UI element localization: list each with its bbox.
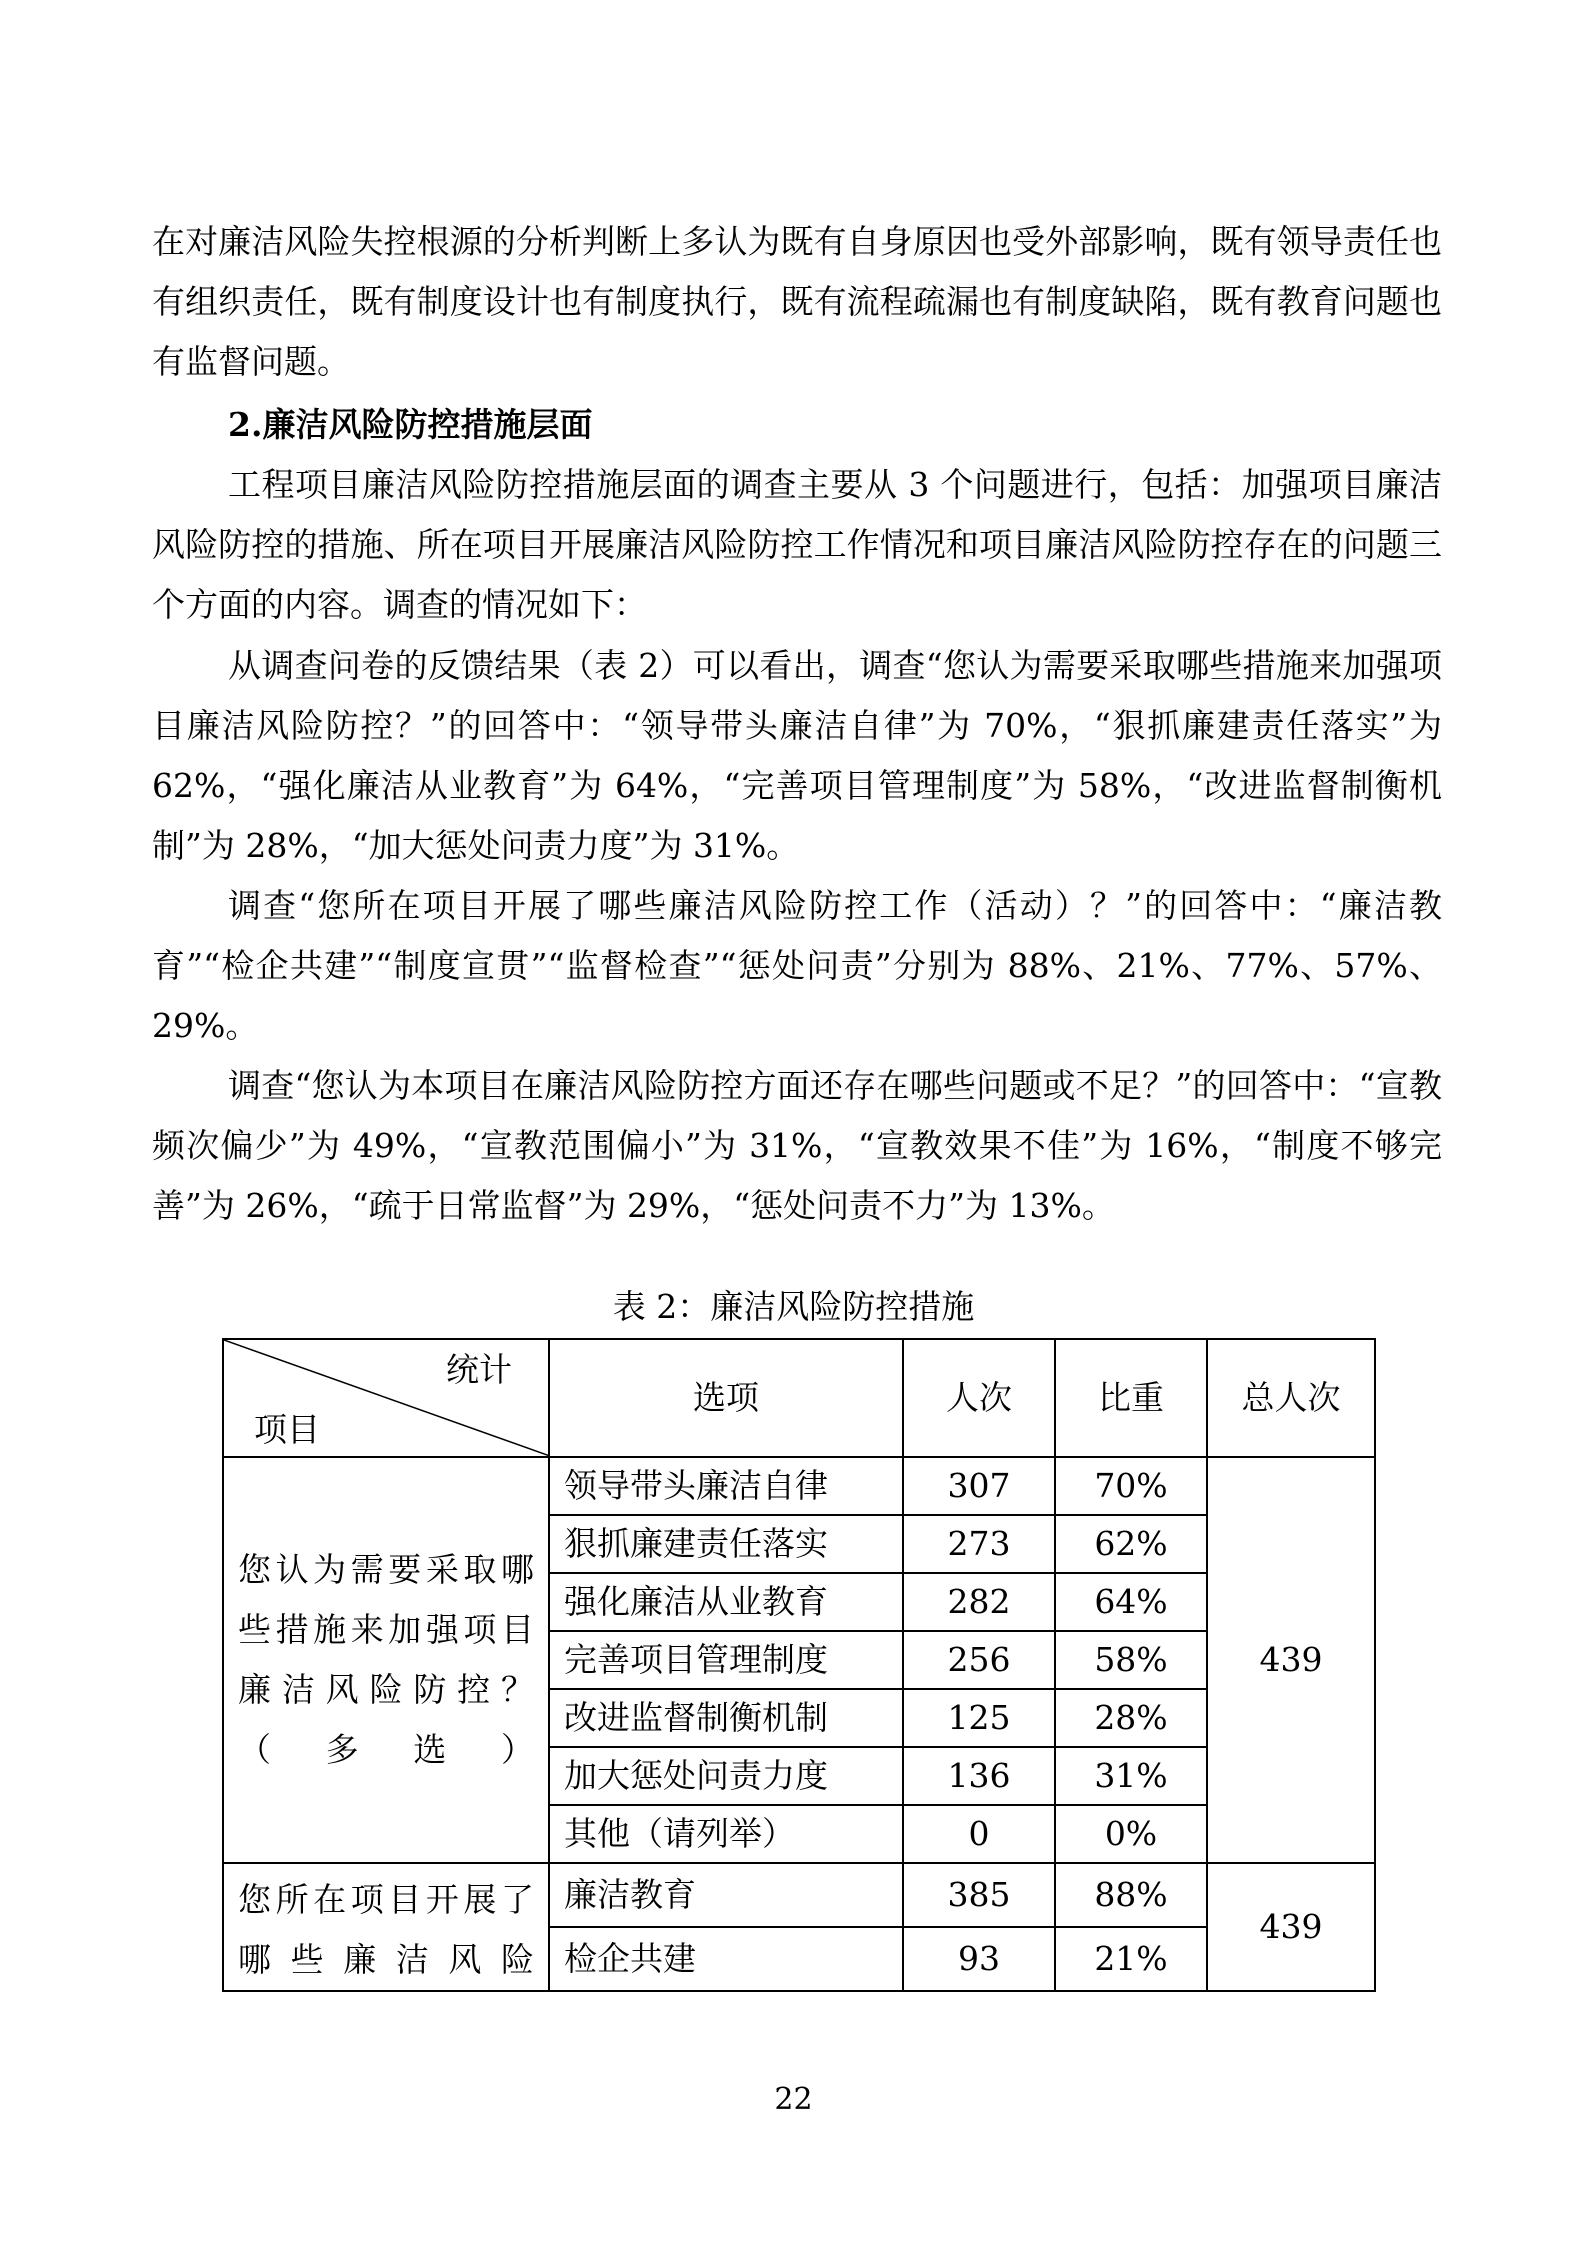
- question-cell: 您所在项目开展了哪些廉洁风险: [223, 1863, 549, 1991]
- ratio-cell: 88%: [1055, 1863, 1207, 1927]
- ratio-cell: 0%: [1055, 1805, 1207, 1863]
- option-cell: 改进监督制衡机制: [549, 1689, 903, 1747]
- option-cell: 其他（请列举）: [549, 1805, 903, 1863]
- count-cell: 125: [903, 1689, 1055, 1747]
- count-cell: 136: [903, 1747, 1055, 1805]
- header-stat-label: 统计: [446, 1350, 512, 1389]
- table-header-row: [223, 1339, 1375, 1457]
- option-cell: 检企共建: [549, 1927, 903, 1991]
- total-cell: 439: [1207, 1863, 1375, 1991]
- option-cell: 加大惩处问责力度: [549, 1747, 903, 1805]
- option-cell: 领导带头廉洁自律: [549, 1457, 903, 1515]
- option-cell: 狠抓廉建责任落实: [549, 1515, 903, 1573]
- header-ratio: 比重: [1055, 1339, 1207, 1457]
- section-heading: 2.廉洁风险防控措施层面: [228, 405, 593, 444]
- table-caption: 表 2：廉洁风险防控措施: [612, 1287, 975, 1326]
- header-total: 总人次: [1207, 1339, 1375, 1457]
- count-cell: 0: [903, 1805, 1055, 1863]
- ratio-cell: 64%: [1055, 1573, 1207, 1631]
- option-cell: 强化廉洁从业教育: [549, 1573, 903, 1631]
- ratio-cell: 62%: [1055, 1515, 1207, 1573]
- ratio-cell: 21%: [1055, 1927, 1207, 1991]
- count-cell: 307: [903, 1457, 1055, 1515]
- table-row: [223, 1457, 1375, 1515]
- header-item-label: 项目: [254, 1410, 320, 1449]
- survey-table: [222, 1338, 1376, 1992]
- question-cell: 您认为需要采取哪些措施来加强项目廉洁风险防控？（多选）: [223, 1457, 549, 1863]
- ratio-cell: 28%: [1055, 1689, 1207, 1747]
- paragraph-measures-results: 从调查问卷的反馈结果（表 2）可以看出，调查“您认为需要采取哪些措施来加强项目廉洁风险防控？”的回答中：“领导带头廉洁自律”为 70%，“狠抓廉建责任落实”为 62%，“强化廉洁从业教育”为 64%，“完善项目管理制度”为 58%，“改进监督制衡机制”为 28%，“加大惩处问责力度”为 31%。: [152, 646, 1442, 865]
- count-cell: 256: [903, 1631, 1055, 1689]
- paragraph-activities-results: 调查“您所在项目开展了哪些廉洁风险防控工作（活动）？”的回答中：“廉洁教育”“检企共建”“制度宣贯”“监督检查”“惩处问责”分别为 88%、21%、77%、57%、29%。: [152, 886, 1442, 1045]
- option-cell: 完善项目管理制度: [549, 1631, 903, 1689]
- count-cell: 93: [903, 1927, 1055, 1991]
- count-cell: 273: [903, 1515, 1055, 1573]
- total-cell: 439: [1207, 1457, 1375, 1863]
- ratio-cell: 58%: [1055, 1631, 1207, 1689]
- ratio-cell: 70%: [1055, 1457, 1207, 1515]
- ratio-cell: 31%: [1055, 1747, 1207, 1805]
- header-option: 选项: [549, 1339, 903, 1457]
- header-count: 人次: [903, 1339, 1055, 1457]
- paragraph-problems-results: 调查“您认为本项目在廉洁风险防控方面还存在哪些问题或不足？”的回答中：“宣教频次偏少”为 49%，“宣教范围偏小”为 31%，“宣教效果不佳”为 16%，“制度不够完善”为 26%，“疏于日常监督”为 29%，“惩处问责不力”为 13%。: [152, 1066, 1442, 1225]
- count-cell: 385: [903, 1863, 1055, 1927]
- table-row: [223, 1863, 1375, 1927]
- option-cell: 廉洁教育: [549, 1863, 903, 1927]
- paragraph-root-cause: 在对廉洁风险失控根源的分析判断上多认为既有自身原因也受外部影响，既有领导责任也有组织责任，既有制度设计也有制度执行，既有流程疏漏也有制度缺陷，既有教育问题也有监督问题。: [152, 222, 1442, 381]
- count-cell: 282: [903, 1573, 1055, 1631]
- page-number: 22: [774, 2082, 813, 2117]
- diagonal-header-cell: [223, 1339, 549, 1457]
- paragraph-survey-intro: 工程项目廉洁风险防控措施层面的调查主要从 3 个问题进行，包括：加强项目廉洁风险防控的措施、所在项目开展廉洁风险防控工作情况和项目廉洁风险防控存在的问题三个方面的内容。调查的情况如下：: [152, 465, 1442, 624]
